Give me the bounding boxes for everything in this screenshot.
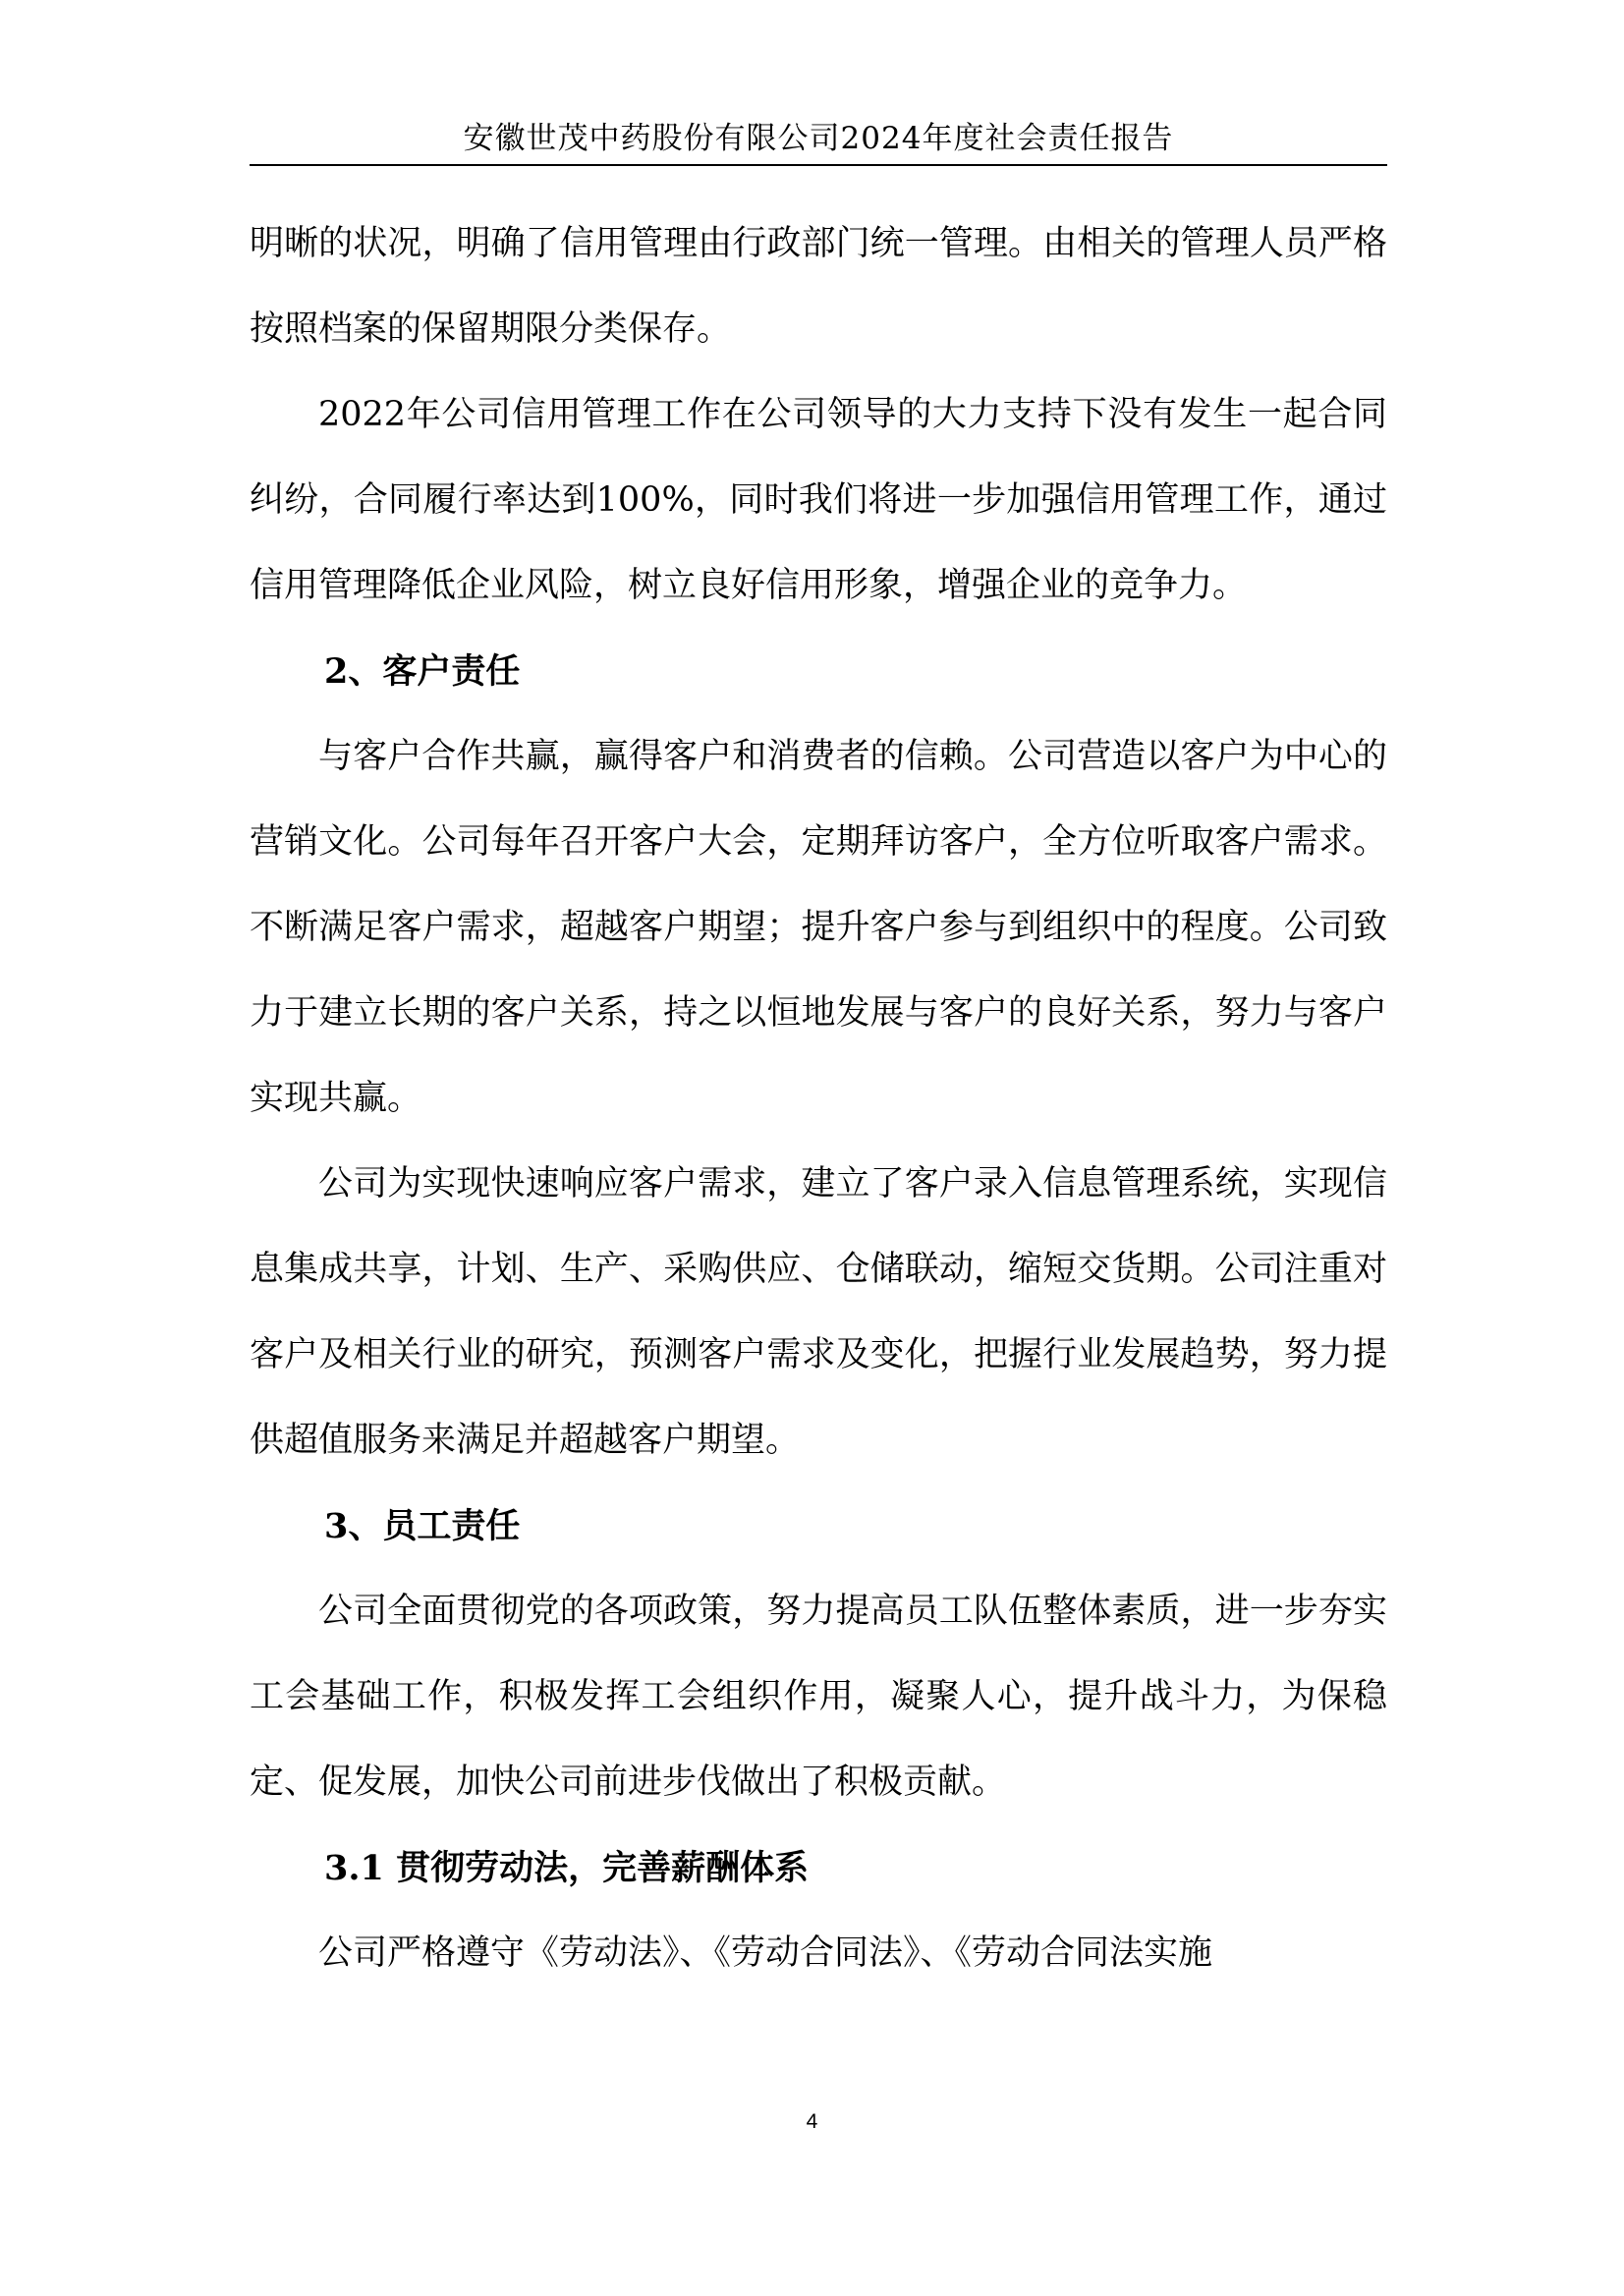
paragraph-employee-1: 公司全面贯彻党的各项政策，努力提高员工队伍整体素质，进一步夯实工会基础工作，积极发挥工会组织作用，凝聚人心，提升战斗力，为保稳定、促发展，加快公司前进步伐做出了积极贡献。 [250,1592,1387,1802]
paragraph-customer-1: 与客户合作共赢，赢得客户和消费者的信赖。公司营造以客户为中心的营销文化。公司每年召开客户大会，定期拜访客户，全方位听取客户需求。不断满足客户需求，超越客户期望；提升客户参与到组织中的程度。公司致力于建立长期的客户关系，持之以恒地发展与客户的良好关系，努力与客户实现共赢。 [250,737,1387,1118]
section-heading-employee: 3、员工责任 [324,1506,521,1546]
subsection-heading-labor: 3.1 贯彻劳动法，完善薪酬体系 [324,1848,810,1888]
paragraph-credit-2022: 2022年公司信用管理工作在公司领导的大力支持下没有发生一起合同纠纷，合同履行率达到100%，同时我们将进一步加强信用管理工作，通过信用管理降低企业风险，树立良好信用形象，增强企业的竞争力。 [250,395,1387,605]
paragraph-credit-continued: 明晰的状况，明确了信用管理由行政部门统一管理。由相关的管理人员严格按照档案的保留期限分类保存。 [250,224,1387,349]
page-header-title: 安徽世茂中药股份有限公司2024年度社会责任报告 [463,121,1174,156]
document-body [250,201,1387,1996]
paragraph-customer-2: 公司为实现快速响应客户需求，建立了客户录入信息管理系统，实现信息集成共享，计划、生产、采购供应、仓储联动，缩短交货期。公司注重对客户及相关行业的研究，预测客户需求及变化，把握行业发展趋势，努力提供超值服务来满足并超越客户期望。 [250,1164,1387,1460]
header-divider [250,164,1387,166]
page-number: 4 [806,2110,818,2133]
paragraph-labor-1: 公司严格遵守《劳动法》、《劳动合同法》、《劳动合同法实施 [318,1933,1213,1973]
section-heading-customer: 2、客户责任 [324,651,521,692]
